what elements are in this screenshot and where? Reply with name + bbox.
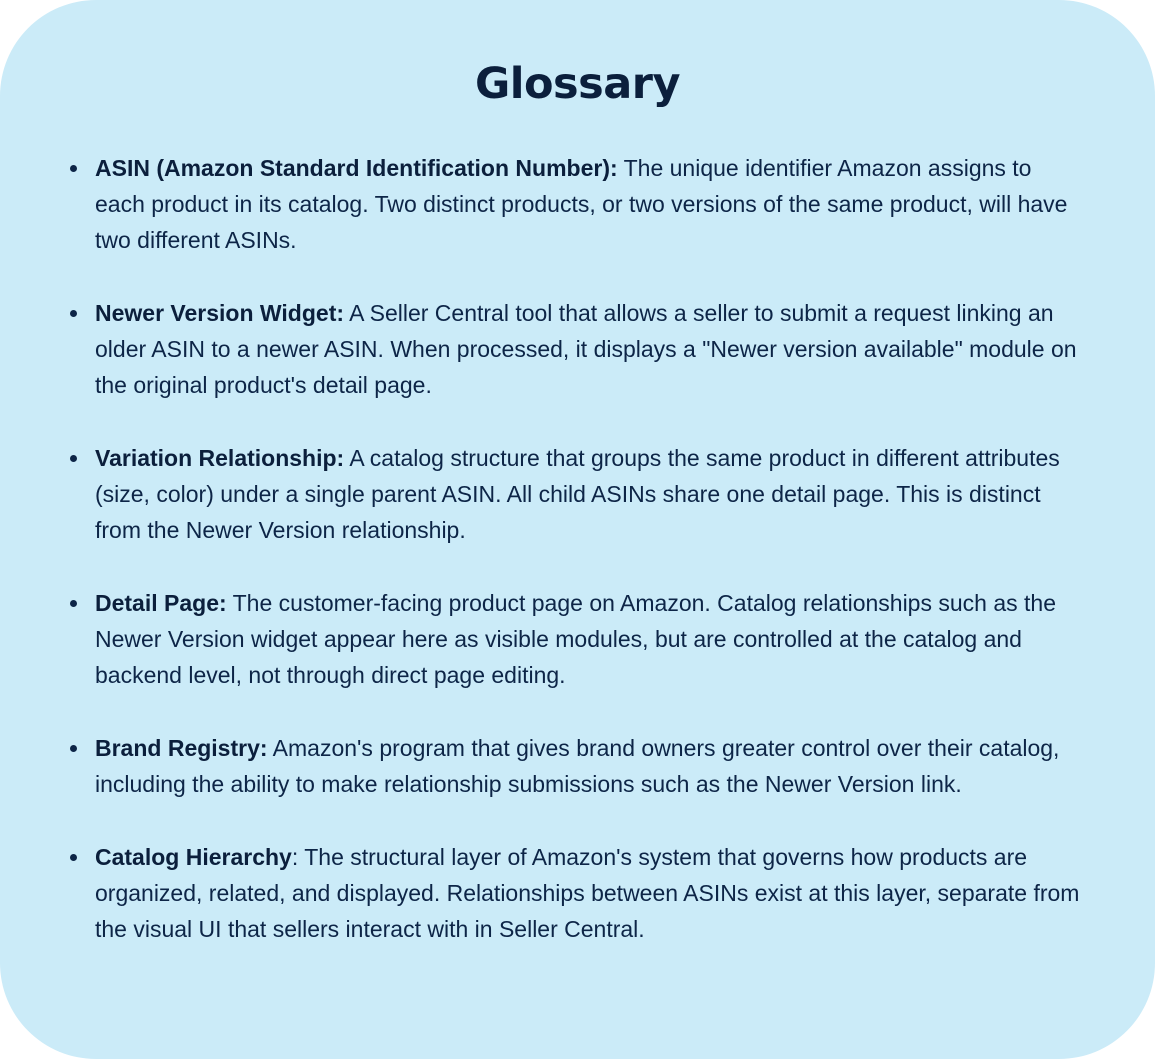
glossary-definition: Amazon's program that gives brand owners greater control over their catalog, including the ability to make relationship submissions such as the Newer Version link. [95,735,1060,797]
glossary-entry-newer-version-widget [95,295,1085,403]
glossary-definition: The structural layer of Amazon's system that governs how products are organized, related, and displayed. Relationships between ASINs exist at this layer, separate from the visual UI that sellers interact with in Seller Central. [95,844,1080,942]
glossary-entry-asin [95,150,1085,258]
glossary-term: Catalog Hierarchy [95,844,292,870]
glossary-list [95,150,1085,984]
glossary-definition: The customer-facing product page on Amazon. Catalog relationships such as the Newer Version widget appear here as visible modules, but are controlled at the catalog and backend level, not through direct page editing. [95,590,1056,688]
bullet-icon [70,455,77,462]
glossary-entry-detail-page [95,585,1085,693]
bullet-icon [70,745,77,752]
glossary-entry-variation-relationship [95,440,1085,548]
glossary-definition: A catalog structure that groups the same product in different attributes (size, color) under a single parent ASIN. All child ASINs share one detail page. This is distinct from the Newer Version relationship. [95,445,1060,543]
bullet-icon [70,600,77,607]
glossary-term: ASIN (Amazon Standard Identification Number): [95,155,618,181]
glossary-term: Detail Page: [95,590,227,616]
glossary-entry-brand-registry [95,730,1085,802]
glossary-term: Newer Version Widget: [95,300,345,326]
glossary-entry-catalog-hierarchy [95,839,1085,947]
bullet-icon [70,165,77,172]
glossary-definition: The unique identifier Amazon assigns to each product in its catalog. Two distinct products, or two versions of the same product, will have two different ASINs. [95,155,1068,253]
glossary-separator: : [291,844,299,870]
glossary-definition: A Seller Central tool that allows a seller to submit a request linking an older ASIN to a newer ASIN. When processed, it displays a "Newer version available" module on the original product's detail page. [95,300,1077,398]
glossary-term: Brand Registry: [95,735,268,761]
bullet-icon [70,854,77,861]
glossary-title: Glossary [474,59,681,109]
bullet-icon [70,310,77,317]
glossary-term: Variation Relationship: [95,445,345,471]
